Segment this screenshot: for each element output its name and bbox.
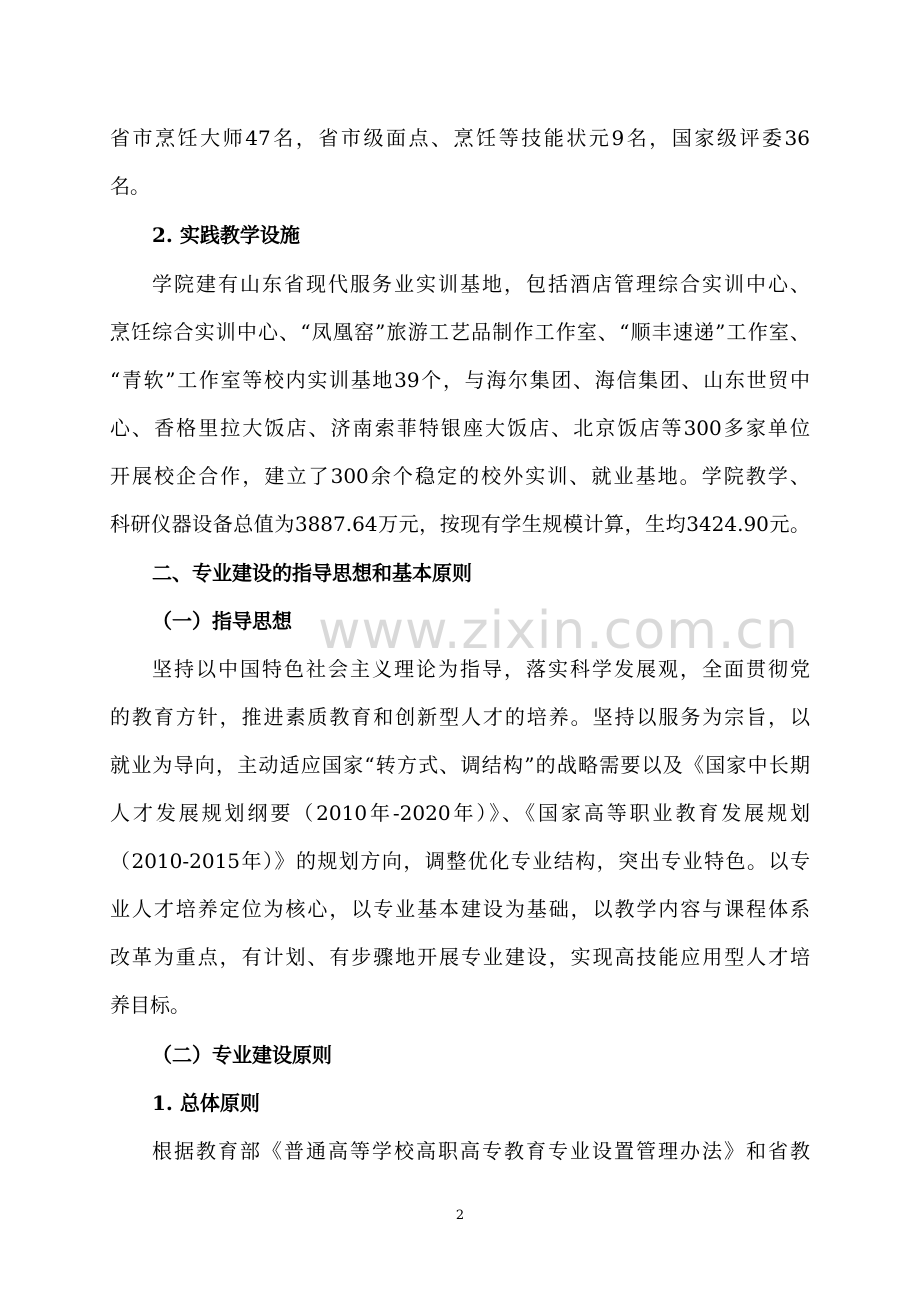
body-text-line: 业人才培养定位为核心，以专业基本建设为基础，以教学内容与课程体系 — [110, 897, 810, 921]
body-text-line: 坚持以中国特色社会主义理论为指导，落实科学发展观，全面贯彻党 — [152, 657, 810, 681]
body-text-line: 名。 — [110, 174, 150, 198]
body-text-line: “青软”工作室等校内实训基地39个，与海尔集团、海信集团、山东世贸中 — [110, 368, 810, 392]
body-text-line: 改革为重点，有计划、有步骤地开展专业建设，实现高技能应用型人才培 — [110, 945, 810, 969]
section-heading: 2. 实践教学设施 — [152, 223, 300, 247]
body-text-line: 学院建有山东省现代服务业实训基地，包括酒店管理综合实训中心、 — [152, 272, 810, 296]
page-number: 2 — [455, 1208, 465, 1223]
body-text-line: 人才发展规划纲要（2010年-2020年）》、《国家高等职业教育发展规划 — [110, 801, 810, 825]
body-text-line: 科研仪器设备总值为3887.64万元，按现有学生规模计算，生均3424.90元。 — [110, 512, 810, 536]
chapter-heading: 二、专业建设的指导思想和基本原则 — [152, 561, 472, 585]
body-text-line: 开展校企合作，建立了300余个稳定的校外实训、就业基地。学院教学、 — [110, 464, 810, 488]
section-heading: 1. 总体原则 — [152, 1091, 260, 1115]
watermark: www.zixin.com.cn — [318, 601, 799, 661]
body-text-line: 的教育方针，推进素质教育和创新型人才的培养。坚持以服务为宗旨，以 — [110, 705, 810, 729]
body-text-line: 根据教育部《普通高等学校高职高专教育专业设置管理办法》和省教 — [152, 1139, 810, 1163]
body-text-line: 省市烹饪大师47名，省市级面点、烹饪等技能状元9名，国家级评委36 — [110, 126, 810, 150]
subsection-heading: （二）专业建设原则 — [152, 1043, 332, 1067]
body-text-line: （2010-2015年）》的规划方向，调整优化专业结构，突出专业特色。以专 — [110, 849, 810, 873]
body-text-line: 就业为导向，主动适应国家“转方式、调结构”的战略需要以及《国家中长期 — [110, 753, 810, 777]
body-text-line: 心、香格里拉大饭店、济南索菲特银座大饭店、北京饭店等300多家单位 — [110, 416, 810, 440]
body-text-line: 养目标。 — [110, 993, 190, 1017]
subsection-heading: （一）指导思想 — [152, 609, 292, 633]
body-text-line: 烹饪综合实训中心、“凤凰窑”旅游工艺品制作工作室、“顺丰速递”工作室、 — [110, 320, 810, 344]
